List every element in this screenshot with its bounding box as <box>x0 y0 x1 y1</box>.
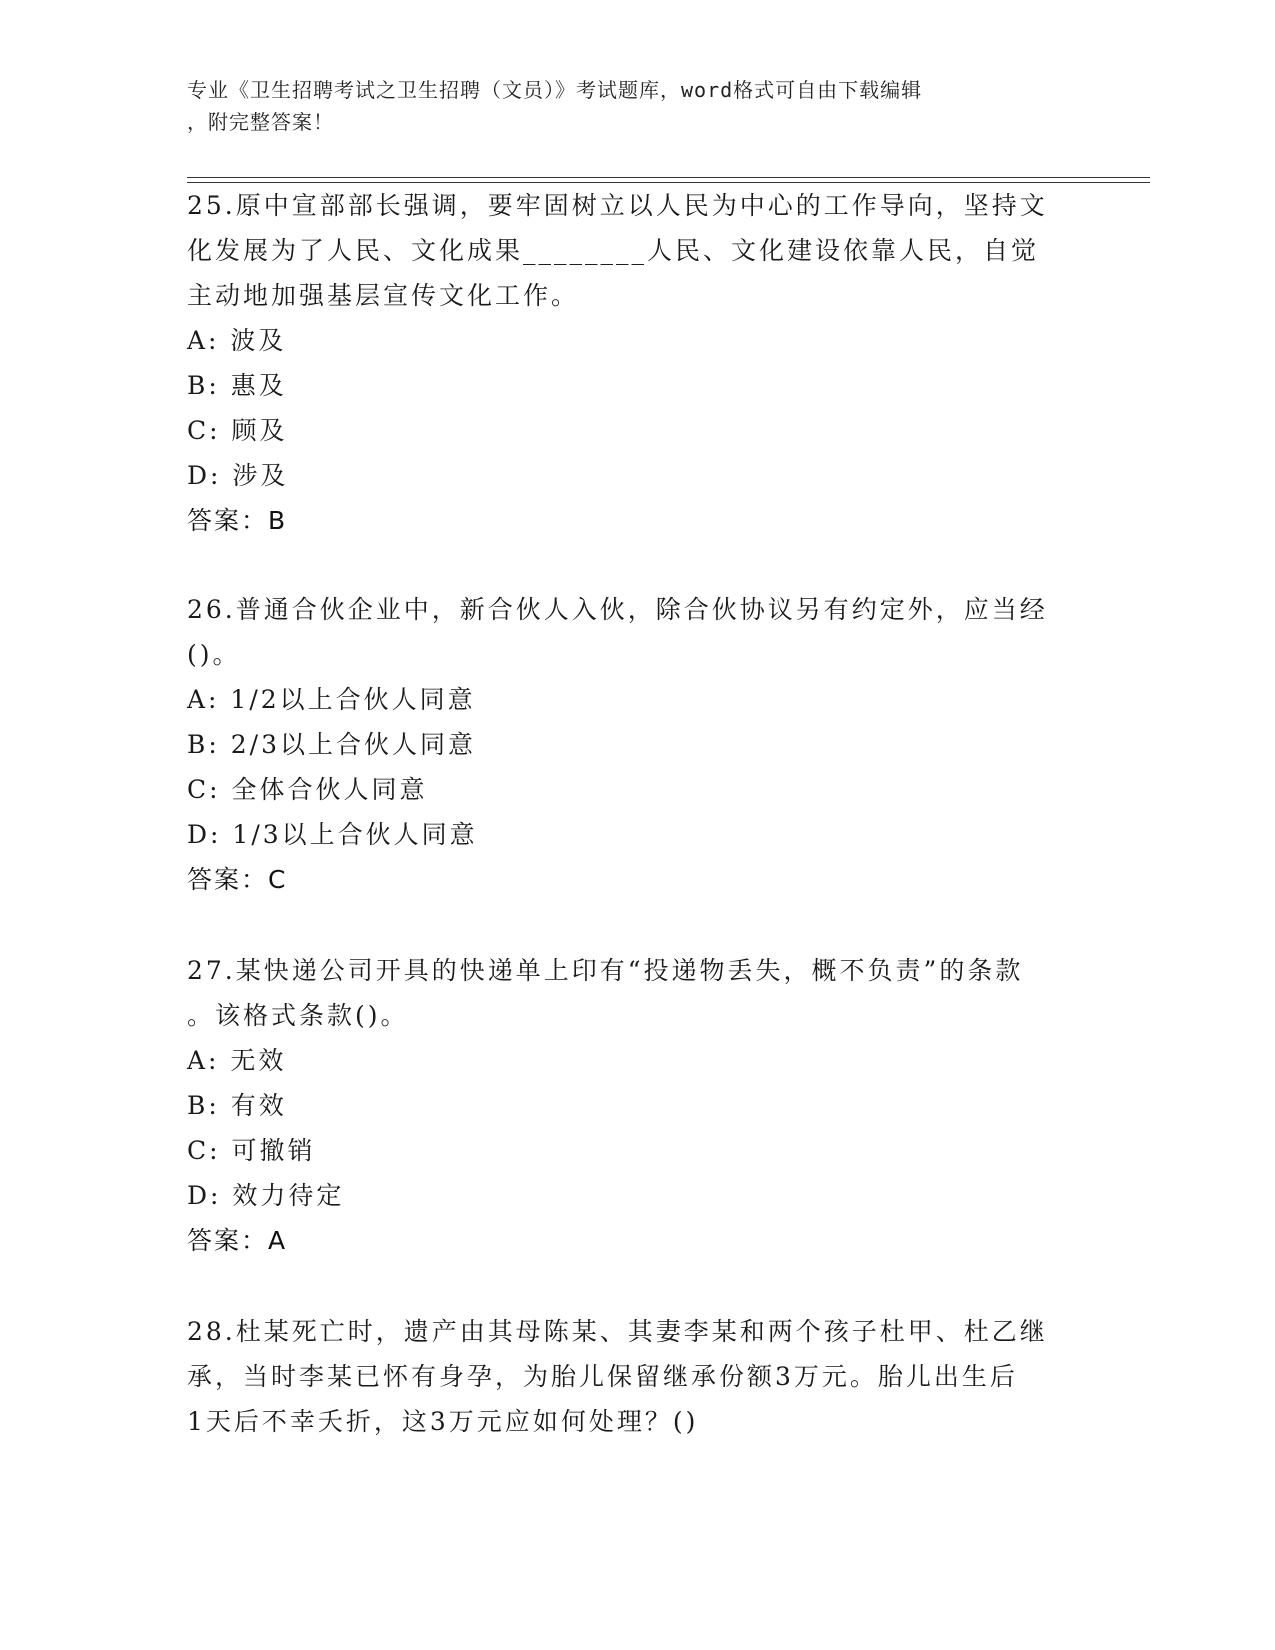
question-stem-line: 28.杜某死亡时，遗产由其母陈某、其妻李某和两个孩子杜甲、杜乙继 <box>187 1317 1048 1346</box>
answer-key: 答案：B <box>187 506 288 535</box>
option-a: A: 无效 <box>187 1046 287 1075</box>
option-c: C: 顾及 <box>187 416 288 445</box>
question-25 <box>187 183 1082 543</box>
option-a: A: 波及 <box>187 326 287 355</box>
answer-key: 答案：C <box>187 865 288 894</box>
question-stem-line: ()。 <box>187 640 241 669</box>
option-b: B: 有效 <box>187 1091 287 1120</box>
answer-key: 答案：A <box>187 1226 288 1255</box>
option-b: B: 2/3以上合伙人同意 <box>187 730 476 759</box>
question-stem-line: 1天后不幸夭折，这3万元应如何处理？() <box>187 1407 699 1436</box>
question-27 <box>187 948 1082 1263</box>
question-stem-line: 承，当时李某已怀有身孕，为胎儿保留继承份额3万元。胎儿出生后 <box>187 1362 1018 1391</box>
question-26 <box>187 587 1082 902</box>
option-d: D: 涉及 <box>187 461 289 490</box>
question-stem-line: 主动地加强基层宣传文化工作。 <box>187 281 580 310</box>
option-b: B: 惠及 <box>187 371 287 400</box>
question-stem-line: 25.原中宣部部长强调，要牢固树立以人民为中心的工作导向，坚持文 <box>187 191 1048 220</box>
question-stem-line: 。该格式条款()。 <box>187 1001 409 1030</box>
header-line-1: 专业《卫生招聘考试之卫生招聘（文员）》考试题库，word格式可自由下载编辑 <box>187 78 923 102</box>
option-a: A: 1/2以上合伙人同意 <box>187 685 476 714</box>
header-line-2: ，附完整答案！ <box>187 110 334 134</box>
question-stem-line: 26.普通合伙企业中，新合伙人入伙，除合伙协议另有约定外，应当经 <box>187 595 1048 624</box>
question-stem-line: 27.某快递公司开具的快递单上印有“投递物丢失，概不负责”的条款 <box>187 956 1024 985</box>
document-header <box>187 74 1087 138</box>
option-d: D: 1/3以上合伙人同意 <box>187 820 478 849</box>
option-d: D: 效力待定 <box>187 1181 345 1210</box>
question-28 <box>187 1309 1082 1444</box>
option-c: C: 全体合伙人同意 <box>187 775 428 804</box>
question-stem-line: 化发展为了人民、文化成果________人民、文化建设依靠人民，自觉 <box>187 236 1040 265</box>
header-divider-top <box>187 177 1150 178</box>
option-c: C: 可撤销 <box>187 1136 316 1165</box>
